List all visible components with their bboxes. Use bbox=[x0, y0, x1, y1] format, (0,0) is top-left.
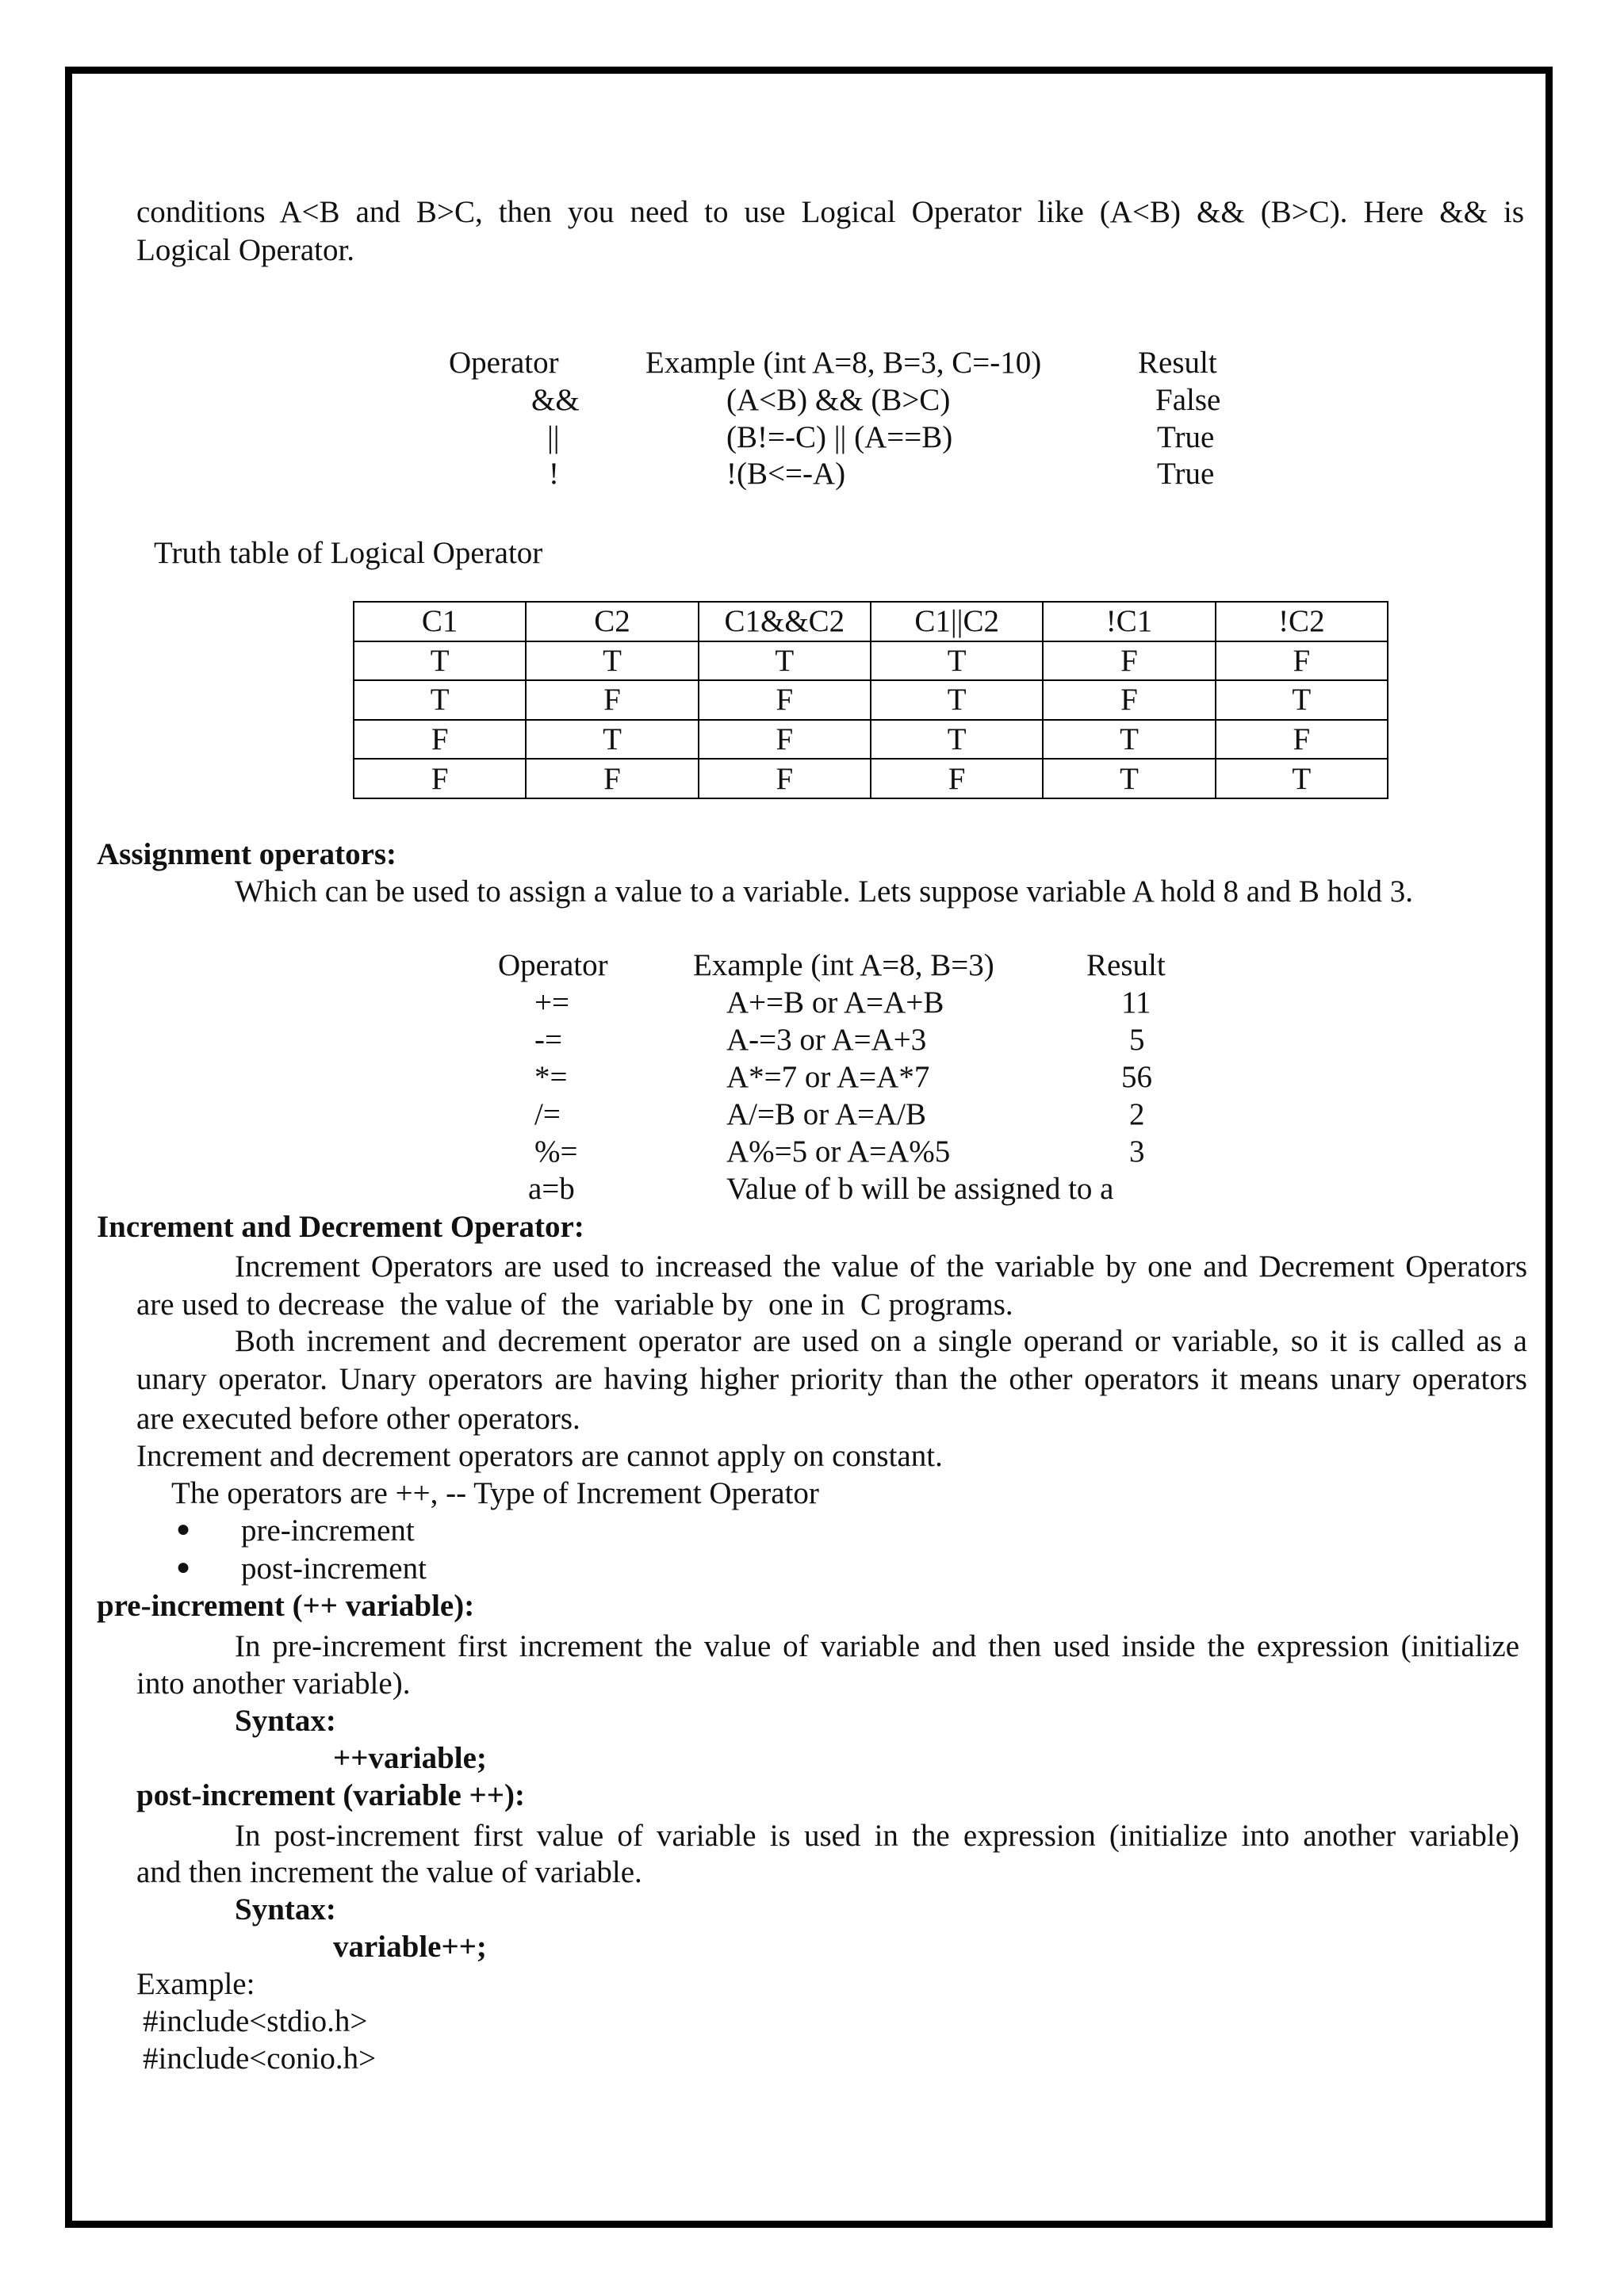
logical-example: (A<B) && (B>C) bbox=[726, 383, 951, 417]
assign-header-operator: Operator bbox=[498, 948, 608, 982]
assign-example: A+=B or A=A+B bbox=[726, 985, 944, 1020]
truth-cell: T bbox=[871, 720, 1043, 760]
pre-increment-line1: In pre-increment first increment the value of variable and then used inside the expression (initialize bbox=[235, 1629, 1519, 1663]
truth-table-header-row bbox=[354, 602, 1388, 641]
truth-cell: T bbox=[1216, 759, 1388, 798]
truth-cell: T bbox=[699, 641, 871, 681]
truth-cell: F bbox=[1043, 680, 1215, 720]
assign-result: 2 bbox=[1129, 1097, 1145, 1131]
pre-syntax-code: ++variable; bbox=[333, 1741, 487, 1775]
logical-header-result: Result bbox=[1138, 346, 1217, 380]
assign-op: a=b bbox=[528, 1172, 575, 1206]
incdec-p4: The operators are ++, -- Type of Increment Operator bbox=[171, 1476, 819, 1510]
pre-syntax-label: Syntax: bbox=[235, 1704, 336, 1738]
list-item: pre-increment bbox=[241, 1513, 415, 1548]
table-row bbox=[354, 759, 1388, 798]
incdec-p2-line1: Both increment and decrement operator are used on a single operand or variable, so it is called as a bbox=[235, 1324, 1527, 1358]
assign-example: A%=5 or A=A%5 bbox=[726, 1135, 951, 1169]
truth-table bbox=[353, 601, 1388, 799]
truth-cell: F bbox=[354, 759, 526, 798]
assign-op: += bbox=[534, 985, 569, 1020]
logical-header-example: Example (int A=8, B=3, C=-10) bbox=[645, 346, 1042, 380]
truth-cell: T bbox=[1043, 759, 1215, 798]
truth-cell: T bbox=[526, 720, 698, 760]
post-increment-heading: post-increment (variable ++): bbox=[136, 1778, 525, 1812]
pre-increment-line2: into another variable). bbox=[136, 1667, 411, 1701]
assign-example: A*=7 or A=A*7 bbox=[726, 1060, 930, 1094]
incdec-p2-line2: unary operator. Unary operators are having higher priority than the other operators it means unary operators bbox=[136, 1362, 1527, 1396]
incdec-p1-line2: are used to decrease the value of the variable by one in C programs. bbox=[136, 1288, 1013, 1322]
truth-cell: F bbox=[1216, 641, 1388, 681]
truth-cell: F bbox=[699, 680, 871, 720]
table-row bbox=[354, 641, 1388, 681]
truth-cell: T bbox=[871, 641, 1043, 681]
truth-cell: T bbox=[1043, 720, 1215, 760]
assignment-heading: Assignment operators: bbox=[97, 837, 397, 871]
truth-cell: F bbox=[1043, 641, 1215, 681]
post-increment-line1: In post-increment first value of variable is used in the expression (initialize into another variable) bbox=[235, 1819, 1519, 1853]
assign-example: A-=3 or A=A+3 bbox=[726, 1023, 927, 1057]
assign-result: 56 bbox=[1121, 1060, 1152, 1094]
incdec-heading: Increment and Decrement Operator: bbox=[97, 1210, 584, 1244]
logical-op: || bbox=[547, 420, 560, 454]
truth-header-cell: C2 bbox=[526, 602, 698, 641]
truth-cell: T bbox=[354, 641, 526, 681]
truth-cell: T bbox=[871, 680, 1043, 720]
truth-cell: F bbox=[699, 720, 871, 760]
assign-result: 3 bbox=[1129, 1135, 1145, 1169]
assign-example: Value of b will be assigned to a bbox=[726, 1172, 1114, 1206]
logical-example: (B!=-C) || (A==B) bbox=[726, 420, 953, 454]
truth-header-cell: C1&&C2 bbox=[699, 602, 871, 641]
logical-header-operator: Operator bbox=[449, 346, 559, 380]
logical-op: && bbox=[531, 383, 580, 417]
logical-result: False bbox=[1155, 383, 1221, 417]
truth-cell: F bbox=[354, 720, 526, 760]
truth-cell: T bbox=[1216, 680, 1388, 720]
truth-cell: F bbox=[526, 759, 698, 798]
code-line: #include<stdio.h> bbox=[143, 2004, 368, 2038]
bullet-icon: ● bbox=[176, 1516, 191, 1542]
truth-cell: F bbox=[1216, 720, 1388, 760]
logical-op: ! bbox=[549, 457, 559, 491]
truth-header-cell: C1 bbox=[354, 602, 526, 641]
logical-result: True bbox=[1157, 457, 1215, 491]
assign-result: 5 bbox=[1129, 1023, 1145, 1057]
post-syntax-label: Syntax: bbox=[235, 1892, 336, 1927]
assign-op: *= bbox=[534, 1060, 568, 1094]
truth-header-cell: !C2 bbox=[1216, 602, 1388, 641]
intro-line-2: Logical Operator. bbox=[136, 233, 355, 267]
table-row bbox=[354, 680, 1388, 720]
assign-op: /= bbox=[534, 1097, 561, 1131]
assign-header-result: Result bbox=[1086, 948, 1166, 982]
truth-cell: F bbox=[526, 680, 698, 720]
truth-cell: F bbox=[699, 759, 871, 798]
list-item: post-increment bbox=[241, 1552, 427, 1586]
assign-header-example: Example (int A=8, B=3) bbox=[693, 948, 994, 982]
logical-result: True bbox=[1157, 420, 1215, 454]
assign-example: A/=B or A=A/B bbox=[726, 1097, 927, 1131]
post-syntax-code: variable++; bbox=[333, 1930, 487, 1964]
assign-result: 11 bbox=[1121, 985, 1151, 1020]
bullet-icon: ● bbox=[176, 1554, 191, 1580]
assign-op: -= bbox=[534, 1023, 562, 1057]
truth-table-caption: Truth table of Logical Operator bbox=[154, 536, 543, 570]
truth-cell: F bbox=[871, 759, 1043, 798]
incdec-p3: Increment and decrement operators are cannot apply on constant. bbox=[136, 1439, 943, 1473]
logical-example: !(B<=-A) bbox=[726, 457, 846, 491]
intro-line-1: conditions A<B and B>C, then you need to use Logical Operator like (A<B) && (B>C). Here && is bbox=[136, 195, 1524, 229]
truth-header-cell: !C1 bbox=[1043, 602, 1215, 641]
incdec-p2-line3: are executed before other operators. bbox=[136, 1402, 580, 1436]
incdec-p1-line1: Increment Operators are used to increased the value of the variable by one and Decrement Operators bbox=[235, 1249, 1527, 1284]
truth-cell: T bbox=[526, 641, 698, 681]
table-row bbox=[354, 720, 1388, 760]
assign-op: %= bbox=[534, 1135, 578, 1169]
assignment-description: Which can be used to assign a value to a variable. Lets suppose variable A hold 8 and B hold 3. bbox=[235, 874, 1413, 909]
post-increment-line2: and then increment the value of variable. bbox=[136, 1855, 642, 1889]
example-label: Example: bbox=[136, 1967, 255, 2001]
code-line: #include<conio.h> bbox=[143, 2042, 377, 2076]
pre-increment-heading: pre-increment (++ variable): bbox=[97, 1589, 475, 1623]
truth-cell: T bbox=[354, 680, 526, 720]
truth-header-cell: C1||C2 bbox=[871, 602, 1043, 641]
